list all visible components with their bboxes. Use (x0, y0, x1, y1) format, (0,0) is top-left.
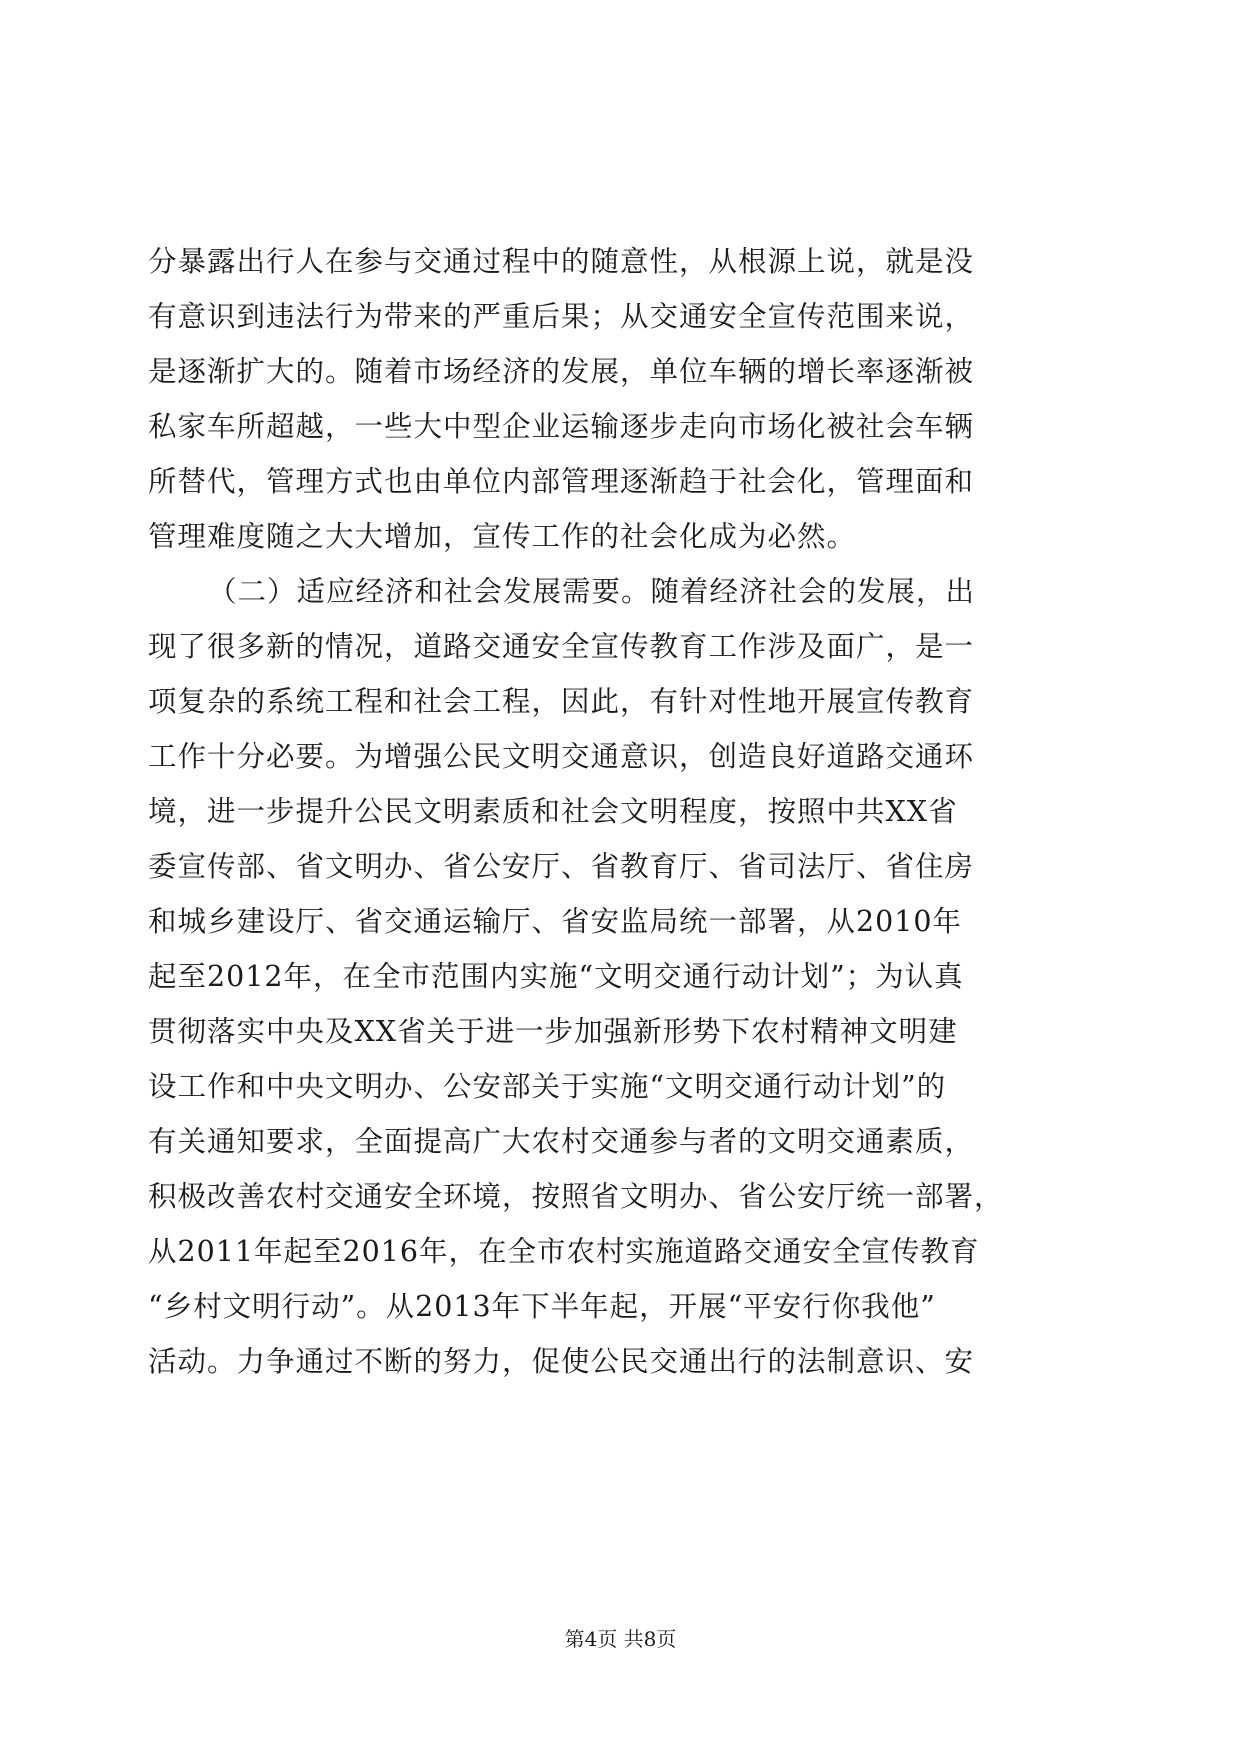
text-line: 现了很多新的情况，道路交通安全宣传教育工作涉及面广，是一 (148, 630, 975, 663)
text-line: 境，进一步提升公民文明素质和社会文明程度，按照中共XX省 (148, 795, 958, 828)
text-line: “乡村文明行动”。从2013年下半年起，开展“平安行你我他” (148, 1290, 936, 1323)
text-line: 工作十分必要。为增强公民文明交通意识，创造良好道路交通环 (148, 740, 975, 773)
text-line: 积极改善农村交通安全环境，按照省文明办、省公安厅统一部署， (148, 1180, 1004, 1213)
text-line: 活动。力争通过不断的努力，促使公民交通出行的法制意识、安 (148, 1345, 975, 1378)
text-line: 是逐渐扩大的。随着市场经济的发展，单位车辆的增长率逐渐被 (148, 355, 975, 388)
text-line: 私家车所超越，一些大中型企业运输逐步走向市场化被社会车辆 (148, 410, 975, 443)
page-number-footer: 第4页 共8页 (564, 1627, 677, 1651)
text-line: 和城乡建设厅、省交通运输厅、省安监局统一部署，从2010年 (148, 905, 963, 938)
text-line: 有关通知要求，全面提高广大农村交通参与者的文明交通素质， (148, 1125, 975, 1158)
text-line: 设工作和中央文明办、公安部关于实施“文明交通行动计划”的 (148, 1070, 947, 1103)
text-line: 从2011年起至2016年，在全市农村实施道路交通安全宣传教育 (148, 1235, 980, 1268)
text-line: 起至2012年，在全市范围内实施“文明交通行动计划”；为认真 (148, 960, 964, 993)
section-heading-line: （二）适应经济和社会发展需要。随着经济社会的发展，出 (208, 575, 976, 608)
text-line: 项复杂的系统工程和社会工程，因此，有针对性地开展宣传教育 (148, 685, 975, 718)
text-line: 有意识到违法行为带来的严重后果；从交通安全宣传范围来说， (148, 300, 975, 333)
text-line: 分暴露出行人在参与交通过程中的随意性，从根源上说，就是没 (148, 245, 975, 278)
text-line: 所替代，管理方式也由单位内部管理逐渐趋于社会化，管理面和 (148, 465, 975, 498)
body-text (148, 234, 1088, 1389)
text-line: 管理难度随之大大增加，宣传工作的社会化成为必然。 (148, 520, 857, 553)
text-line: 委宣传部、省文明办、省公安厅、省教育厅、省司法厅、省住房 (148, 850, 975, 883)
text-line: 贯彻落实中央及XX省关于进一步加强新形势下农村精神文明建 (148, 1015, 958, 1048)
